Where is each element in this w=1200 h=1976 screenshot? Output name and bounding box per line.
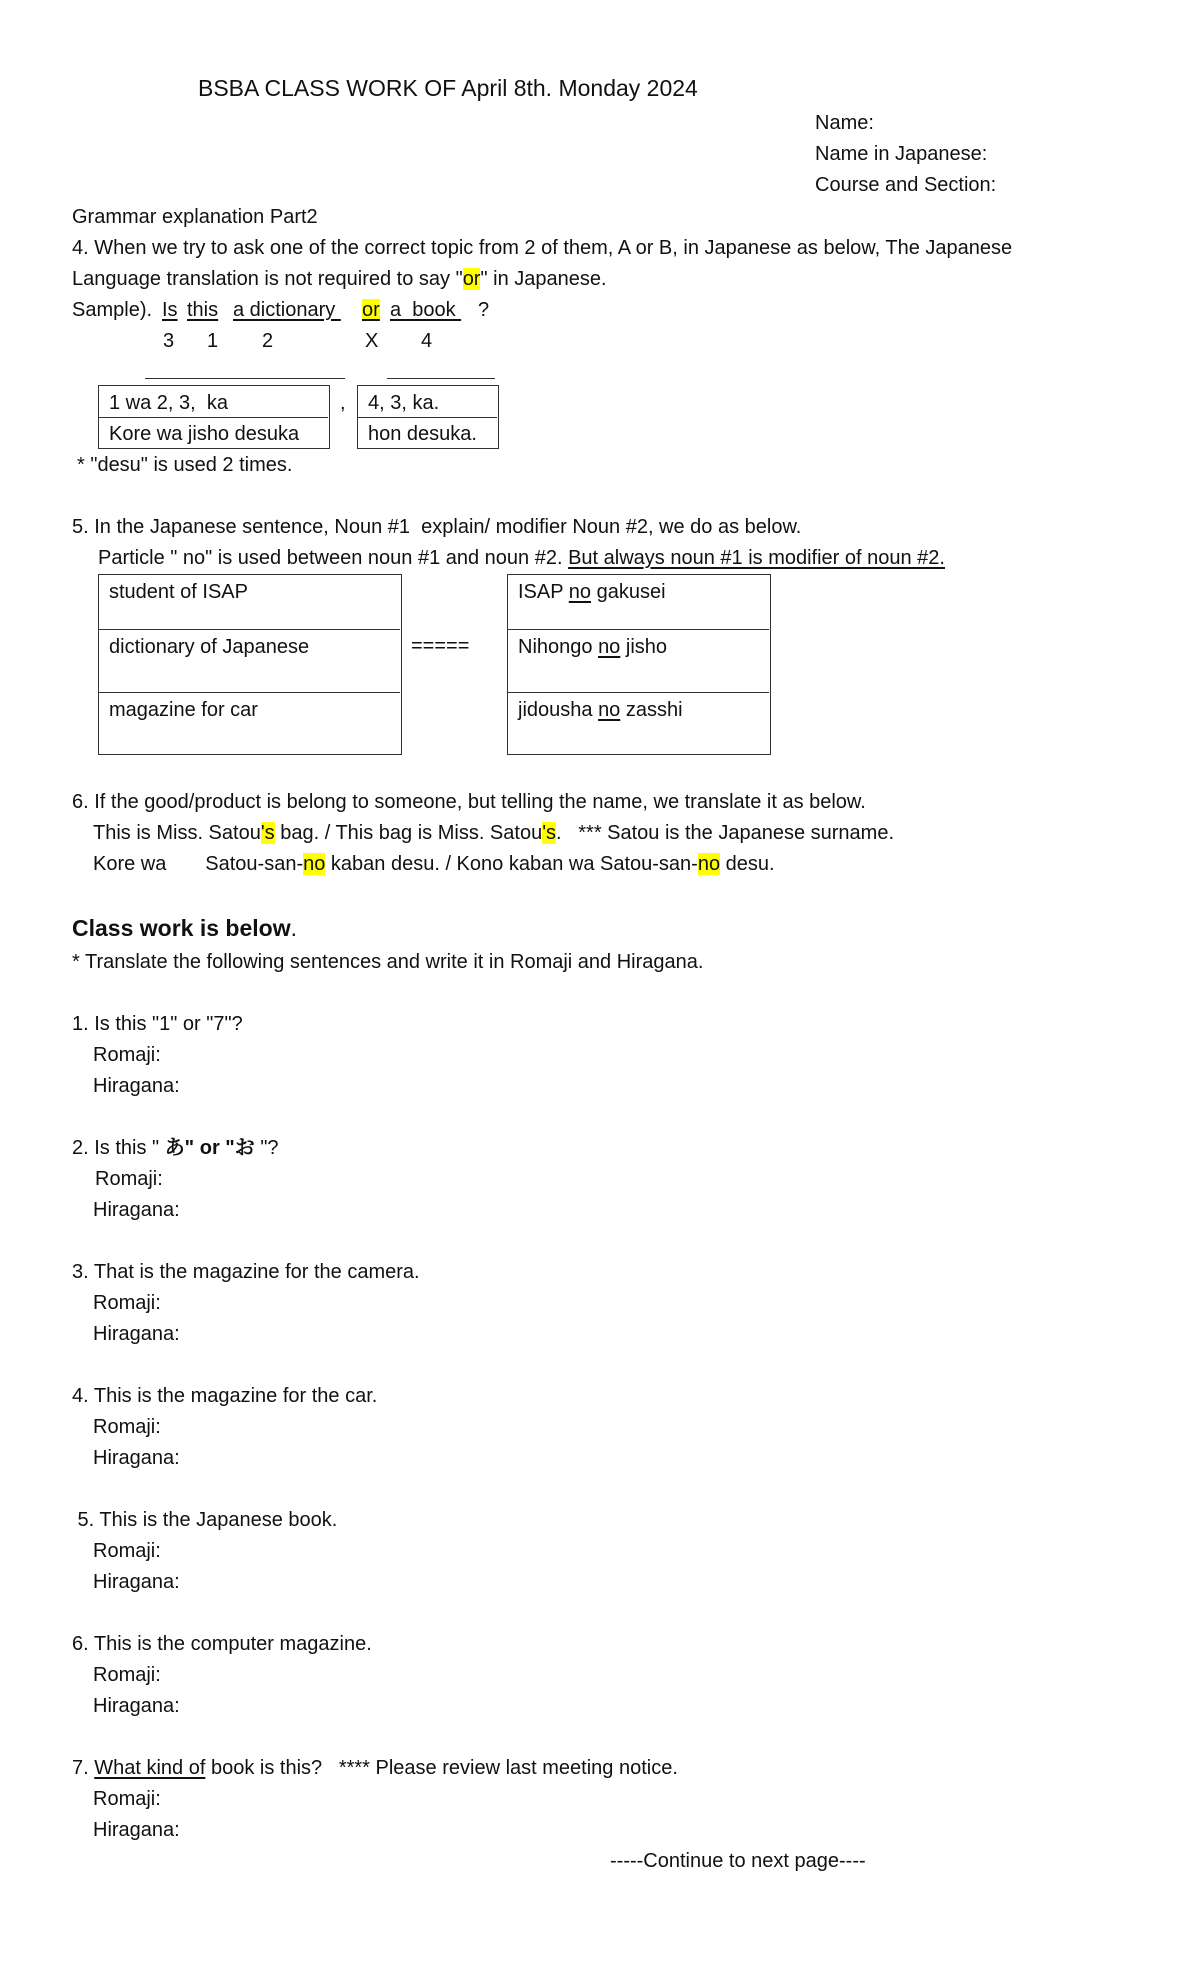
sample-number-4: 4 [421,330,433,352]
sample-number-1: 1 [207,330,219,352]
sample-mark-x: X [365,330,379,352]
question-1: 1. Is this "1" or "7"? [72,1013,243,1035]
grammar-heading: Grammar explanation Part2 [72,206,318,228]
sample-question-mark: ? [478,299,490,321]
sample-table-left [98,385,330,449]
blank-line-left [145,378,345,379]
sample-word-this: this [187,299,219,321]
romaji-label: Romaji: [93,1540,161,1562]
table-cell: dictionary of Japanese [109,636,310,658]
name-in-japanese-label: Name in Japanese: [815,143,988,165]
romaji-label: Romaji: [95,1168,163,1190]
page-title: BSBA CLASS WORK OF April 8th. Monday 2024 [198,75,698,101]
table-cell: 1 wa 2, 3, ka [109,392,228,414]
romaji-label: Romaji: [93,1788,161,1810]
name-label: Name: [815,112,874,134]
hiragana-label: Hiragana: [93,1075,180,1097]
table-cell: student of ISAP [109,581,248,603]
equals-arrow: ===== [411,635,470,657]
question-6: 6. This is the computer magazine. [72,1633,372,1655]
table-cell: magazine for car [109,699,258,721]
course-section-label: Course and Section: [815,174,997,196]
romaji-label: Romaji: [93,1292,161,1314]
sample-word-or: or [362,299,380,321]
highlight-or: or [462,268,481,290]
noun-table-english [98,574,402,755]
classwork-heading: Class work is below. [72,915,297,941]
sample-number-2: 2 [262,330,274,352]
section6-line3: Kore wa Satou-san-no kaban desu. / Kono kaban wa Satou-san-no desu. [93,853,775,875]
classwork-instruction: * Translate the following sentences and write it in Romaji and Hiragana. [72,951,704,973]
table-cell: Nihongo no jisho [518,636,668,658]
section4-line1: 4. When we try to ask one of the correct topic from 2 of them, A or B, in Japanese as below, The Japanese [72,237,1013,259]
continue-footer: -----Continue to next page---- [610,1850,866,1872]
question-5: 5. This is the Japanese book. [72,1509,338,1531]
sample-table-right [357,385,499,449]
section6-line2: This is Miss. Satou's bag. / This bag is Miss. Satou's. *** Satou is the Japanese surname. [93,822,895,844]
romaji-label: Romaji: [93,1044,161,1066]
romaji-label: Romaji: [93,1416,161,1438]
hiragana-label: Hiragana: [93,1695,180,1717]
table-cell: Kore wa jisho desuka [109,423,300,445]
hiragana-label: Hiragana: [93,1323,180,1345]
question-2: 2. Is this " あ" or "お "? [72,1137,279,1159]
hiragana-label: Hiragana: [93,1199,180,1221]
romaji-label: Romaji: [93,1664,161,1686]
section6-line1: 6. If the good/product is belong to someone, but telling the name, we translate it as below. [72,791,866,813]
desu-note: * "desu" is used 2 times. [77,454,293,476]
question-7: 7. What kind of book is this? **** Please review last meeting notice. [72,1757,678,1779]
table-cell: 4, 3, ka. [368,392,440,414]
hiragana-label: Hiragana: [93,1571,180,1593]
sample-label: Sample). [72,299,158,321]
noun-table-japanese [507,574,771,755]
section4-line2: Language translation is not required to say "or" in Japanese. [72,268,607,290]
table-cell: ISAP no gakusei [518,581,666,603]
table-comma: , [340,392,346,414]
section5-line2: Particle " no" is used between noun #1 and noun #2. But always noun #1 is modifier of noun #2. [98,547,945,569]
question-4: 4. This is the magazine for the car. [72,1385,378,1407]
table-cell: hon desuka. [368,423,477,445]
question-3: 3. That is the magazine for the camera. [72,1261,420,1283]
section5-line1: 5. In the Japanese sentence, Noun #1 explain/ modifier Noun #2, we do as below. [72,516,802,538]
hiragana-label: Hiragana: [93,1819,180,1841]
sample-word-dictionary: a dictionary [233,299,341,321]
table-cell: jidousha no zasshi [518,699,683,721]
sample-number-3: 3 [163,330,175,352]
sample-word-is: Is [162,299,178,321]
sample-word-book: a book [390,299,462,321]
blank-line-right [387,378,495,379]
hiragana-label: Hiragana: [93,1447,180,1469]
